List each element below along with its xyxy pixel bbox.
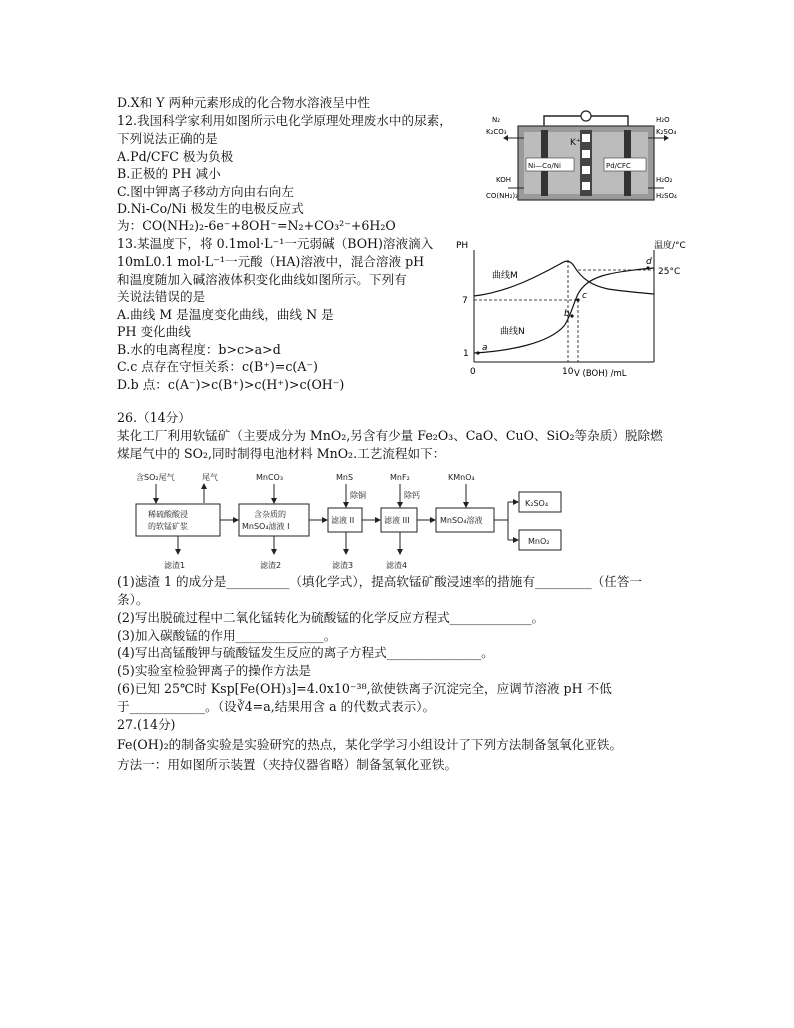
q26-sub-3: (3)加入碳酸锰的作用______________。 — [117, 628, 337, 643]
point-b-label: b — [564, 309, 570, 319]
flow-box2-line2: MnSO₄滤液 I — [242, 522, 290, 531]
flow-box2-line1: 含杂质的 — [254, 510, 286, 519]
q26-sub-2: (2)写出脱硫过程中二氧化锰转化为硫酸锰的化学反应方程式_____________。 — [117, 610, 545, 625]
q26-title: 26.（14分） — [117, 410, 191, 425]
flow-product-k2so4: K₂SO₄ — [525, 499, 549, 508]
flow-waste-3: 滤渣3 — [332, 561, 354, 570]
curve-m-label: 曲线M — [492, 271, 518, 281]
bottom-left-label: KOH — [496, 176, 511, 184]
process-flow-diagram — [118, 468, 588, 578]
q27-title: 27.(14分) — [117, 717, 176, 732]
q12-option-b: B.正极的 PH 减小 — [117, 166, 221, 181]
tick-1: 1 — [463, 349, 469, 359]
curve-n-label: 曲线N — [500, 327, 525, 337]
y2-axis-label: 温度/°C — [654, 241, 686, 251]
flow-reagent-kmno4: KMnO₄ — [448, 473, 475, 482]
point-a-label: a — [482, 343, 488, 353]
flow-reagent-mnco3: MnCO₃ — [256, 473, 284, 482]
flow-box4: 滤液 III — [384, 516, 410, 525]
q12-stem-2: 下列说法正确的是 — [117, 131, 218, 146]
flow-box1-line1: 稀硫酸酸浸 — [148, 510, 188, 519]
left-electrode-label: Ni—Co/Ni — [528, 162, 561, 170]
flow-remove-calcium: 除钙 — [404, 491, 420, 500]
q13-stem-3: 和温度随加入碱溶液体积变化曲线如图所示。下列有 — [117, 272, 407, 287]
flow-tail-gas: 尾气 — [202, 473, 218, 482]
bottom-right-label-2: H₂SO₄ — [656, 192, 677, 200]
flow-box3: 滤液 II — [331, 516, 355, 525]
q13-option-a-1: A.曲线 M 是温度变化曲线，曲线 N 是 — [117, 307, 334, 322]
electrolysis-cell-figure — [486, 100, 686, 204]
q13-stem-2: 10mL0.1 mol·L⁻¹一元酸（HA)溶液中，混合溶液 pH — [117, 254, 425, 269]
flow-waste-2: 滤渣2 — [260, 561, 282, 570]
flow-waste-1: 滤渣1 — [164, 561, 186, 570]
q26-paragraph-1: 某化工厂利用软锰矿（主要成分为 MnO₂,另含有少量 Fe₂O₃、CaO、CuO、SiO₂等杂质）脱除燃 — [117, 428, 663, 443]
q27-paragraph-1: Fe(OH)₂的制备实验是实验研究的热点，某化学学习小组设计了下列方法制备氢氧化亚铁。 — [117, 737, 623, 752]
q26-sub-6b: 于____________。（设∛4=a,结果用含 a 的代数式表示）。 — [117, 699, 436, 714]
point-d-label: d — [646, 257, 652, 267]
bottom-left-label-2: CO(NH₂)₂ — [486, 192, 518, 200]
flow-reagent-mnf2: MnF₂ — [390, 473, 410, 482]
flow-reagent-mns: MnS — [336, 473, 354, 482]
point-c-label: c — [582, 291, 587, 301]
top-right-label: H₂O — [656, 116, 670, 124]
q13-option-c: C.c 点存在守恒关系：c(B⁺)=c(A⁻) — [117, 359, 318, 374]
temp-25-label: 25°C — [658, 267, 681, 277]
flow-waste-4: 滤渣4 — [386, 561, 408, 570]
q13-option-a-2: PH 变化曲线 — [117, 324, 191, 339]
q12-option-d: D.Ni-Co/Ni 极发生的电极反应式 — [117, 201, 304, 216]
q12-option-a: A.Pd/CFC 极为负极 — [117, 149, 234, 164]
tick-7: 7 — [462, 296, 468, 306]
tick-10: 10 — [562, 367, 574, 377]
q12-option-c: C.图中钾离子移动方向由右向左 — [117, 184, 294, 199]
flow-box5: MnSO₄溶液 — [440, 516, 483, 525]
q26-sub-4: (4)写出高锰酸钾与硫酸锰发生反应的离子方程式_______________。 — [117, 645, 494, 660]
right-electrode-label: Pd/CFC — [606, 162, 631, 170]
flow-box1-line2: 的软锰矿浆 — [148, 522, 188, 531]
q26-sub-6: (6)已知 25℃时 Ksp[Fe(OH)₃]=4.0x10⁻³⁸,欲使铁离子沉淀完全，应调节溶液 pH 不低 — [117, 681, 612, 696]
top-right-label-2: K₂SO₄ — [656, 128, 677, 136]
bulb-icon — [581, 111, 591, 121]
q12-stem-1: 12.我国科学家利用如图所示电化学原理处理废水中的尿素， — [117, 113, 452, 128]
top-left-label: N₂ — [492, 116, 501, 124]
q13-stem-1: 13.某温度下，将 0.1mol·L⁻¹一元弱碱（BOH)溶液滴入 — [117, 236, 434, 251]
q11-option-d: D.X和 Y 两种元素形成的化合物水溶液呈中性 — [117, 95, 371, 110]
membrane-label: K⁺ — [570, 138, 581, 148]
x-axis-label: V (BOH) /mL — [574, 369, 627, 379]
flow-remove-copper: 除铜 — [350, 491, 366, 500]
ph-temperature-chart — [448, 236, 698, 386]
flow-input-so2: 含SO₂尾气 — [136, 473, 175, 482]
q13-stem-4: 关说法错误的是 — [117, 289, 206, 304]
q26-paragraph-2: 煤尾气中的 SO₂,同时制得电池材料 MnO₂.工艺流程如下： — [117, 446, 446, 461]
top-left-label-2: K₂CO₃ — [486, 128, 507, 136]
q26-sub-1: (1)滤渣 1 的成分是__________（填化学式），提高软锰矿酸浸速率的措施有_________（任答一 — [117, 574, 643, 589]
bottom-right-label: H₂O₂ — [656, 176, 673, 184]
q12-option-d-equation: 为：CO(NH₂)₂-6e⁻+8OH⁻=N₂+CO₃²⁻+6H₂O — [117, 218, 396, 233]
tick-0: 0 — [470, 367, 476, 377]
q26-sub-5: (5)实验室检验钾离子的操作方法是 — [117, 663, 312, 678]
q13-option-d: D.b 点：c(A⁻)>c(B⁺)>c(H⁺)>c(OH⁻) — [117, 377, 345, 392]
flow-product-mno2: MnO₂ — [528, 537, 550, 546]
q26-sub-1b: 条）。 — [117, 592, 149, 607]
y-axis-label: PH — [456, 241, 469, 251]
q13-option-b: B.水的电离程度：b>c>a>d — [117, 342, 281, 357]
q27-paragraph-2: 方法一：用如图所示装置（夹持仪器省略）制备氢氧化亚铁。 — [117, 757, 458, 772]
